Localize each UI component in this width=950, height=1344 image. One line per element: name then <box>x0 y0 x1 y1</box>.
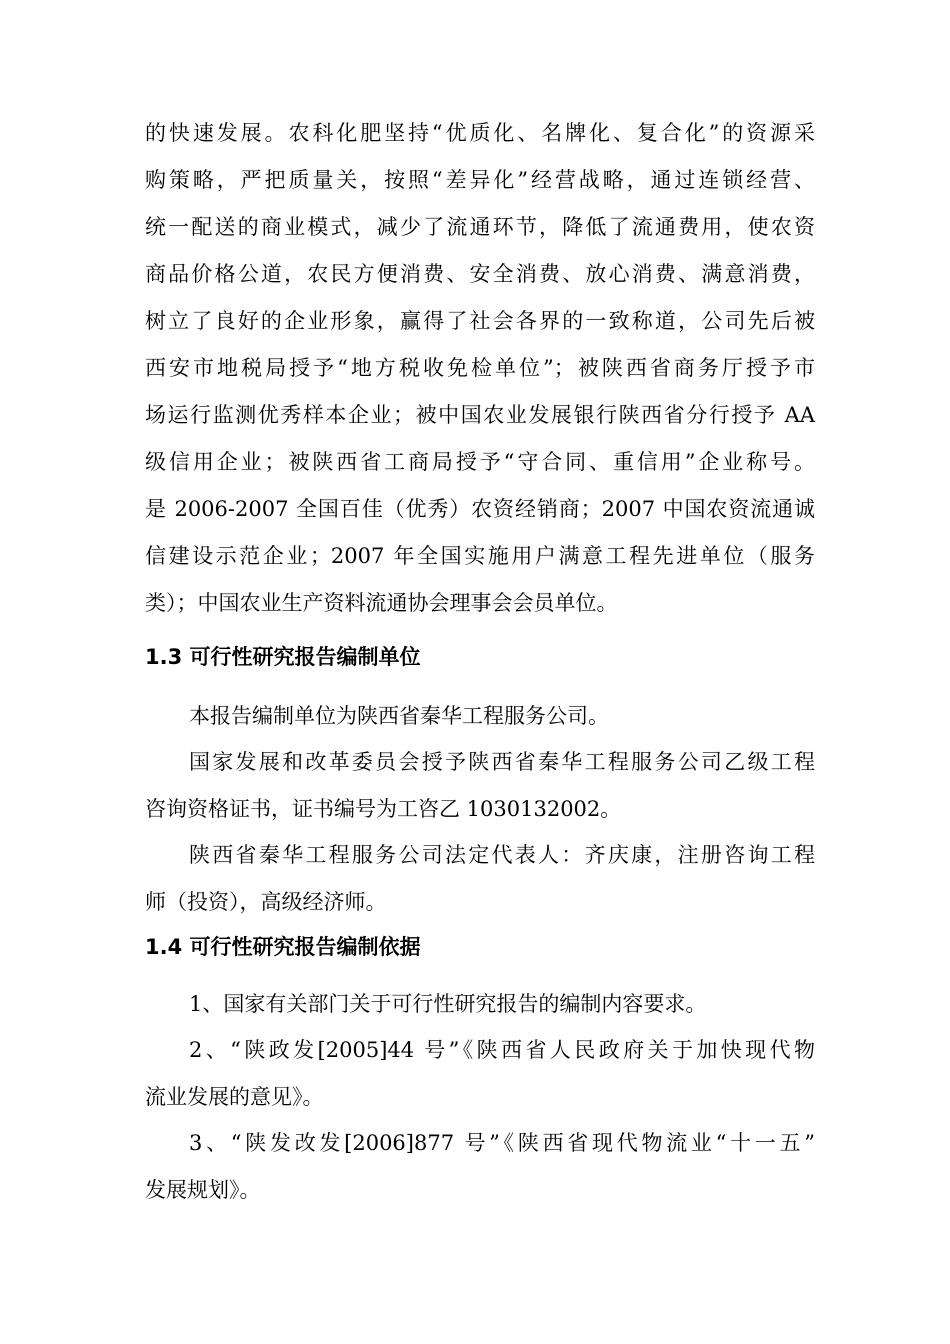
paragraph-line: 2、“陕政发[2005]44 号”《陕西省人民政府关于加快现代物 <box>189 1038 815 1062</box>
intro-line-8: 级信用企业；被陕西省工商局授予“守合同、重信用”企业称号。 <box>145 450 815 474</box>
paragraph-line: 本报告编制单位为陕西省秦华工程服务公司。 <box>189 704 609 728</box>
paragraph-line: 师（投资），高级经济师。 <box>145 890 387 914</box>
paragraph-line: 流业发展的意见》。 <box>145 1085 324 1109</box>
paragraph-line: 国家发展和改革委员会授予陕西省秦华工程服务公司乙级工程 <box>189 750 815 774</box>
paragraph-line: 咨询资格证书，证书编号为工咨乙 1030132002。 <box>145 797 622 821</box>
section-1-3-paragraph-1 <box>145 693 815 740</box>
section-1-3-paragraph-3 <box>145 832 815 926</box>
basis-item-3 <box>145 1120 815 1214</box>
basis-item-2 <box>145 1027 815 1121</box>
section-heading-1-4: 1.4 可行性研究报告编制依据 <box>145 935 421 959</box>
intro-line-10: 信建设示范企业；2007 年全国实施用户满意工程先进单位（服务 <box>145 544 815 568</box>
intro-paragraph <box>145 110 815 627</box>
paragraph-line: 3、“陕发改发[2006]877 号”《陕西省现代物流业“十一五” <box>189 1131 815 1155</box>
intro-line-2: 购策略，严把质量关，按照“差异化”经营战略，通过连锁经营、 <box>145 168 815 192</box>
section-1-3-paragraph-2 <box>145 739 815 833</box>
intro-line-9: 是 2006-2007 全国百佳（优秀）农资经销商；2007 中国农资流通诚 <box>145 497 815 521</box>
section-heading-1-3: 1.3 可行性研究报告编制单位 <box>145 645 421 669</box>
intro-line-4: 商品价格公道，农民方便消费、安全消费、放心消费、满意消费， <box>145 262 815 286</box>
intro-line-11: 类）；中国农业生产资料流通协会理事会会员单位。 <box>145 591 618 615</box>
intro-line-3: 统一配送的商业模式，减少了流通环节，降低了流通费用，使农资 <box>145 215 815 239</box>
intro-line-6: 西安市地税局授予“地方税收免检单位”；被陕西省商务厅授予市 <box>145 356 815 380</box>
paragraph-line: 陕西省秦华工程服务公司法定代表人：齐庆康，注册咨询工程 <box>189 843 815 867</box>
basis-item-1 <box>145 981 815 1028</box>
intro-line-7: 场运行监测优秀样本企业；被中国农业发展银行陕西省分行授予 AA <box>145 403 815 427</box>
intro-line-1: 的快速发展。农科化肥坚持“优质化、名牌化、复合化”的资源采 <box>145 121 815 145</box>
paragraph-line: 发展规划》。 <box>145 1178 261 1202</box>
paragraph-line: 1、国家有关部门关于可行性研究报告的编制内容要求。 <box>189 992 707 1016</box>
intro-line-5: 树立了良好的企业形象，赢得了社会各界的一致称道，公司先后被 <box>145 309 815 333</box>
